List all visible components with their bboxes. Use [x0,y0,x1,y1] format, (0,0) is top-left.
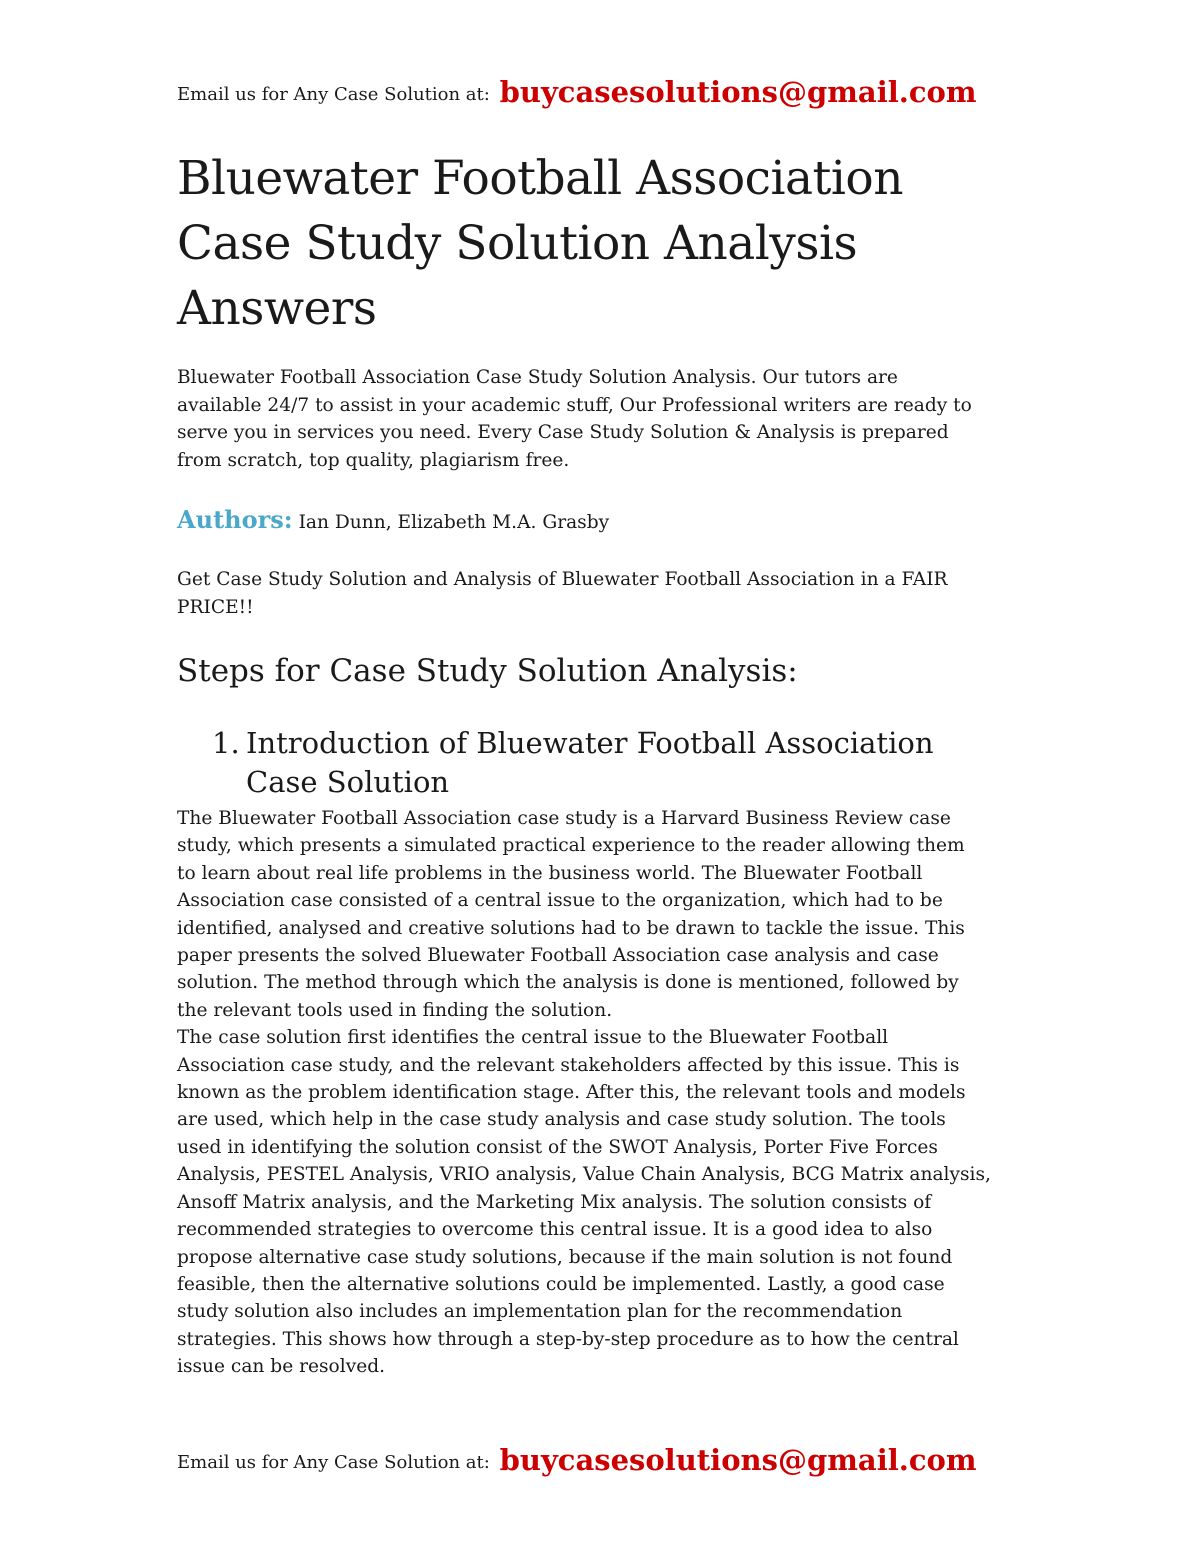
step-1-heading [212,724,992,802]
call-to-action [177,566,1007,621]
paragraph-line: known as the problem identification stage. After this, the relevant tools and models [177,1082,966,1104]
title-line-1: Bluewater Football Association [177,151,903,206]
paragraph-line: propose alternative case study solutions, because if the main solution is not found [177,1246,953,1268]
cta-line: Get Case Study Solution and Analysis of Bluewater Football Association in a FAIR [177,569,948,590]
paragraph-line: to learn about real life problems in the business world. The Bluewater Football [177,862,923,884]
email-banner-top [177,75,977,109]
paragraph-line: The case solution first identifies the central issue to the Bluewater Football [177,1027,889,1049]
authors-names: Ian Dunn, Elizabeth M.A. Grasby [298,512,610,533]
paragraph-line: paper presents the solved Bluewater Football Association case analysis and case [177,945,939,967]
intro-line: serve you in services you need. Every Case Study Solution & Analysis is prepared [177,422,949,443]
paragraph-line: study, which presents a simulated practical experience to the reader allowing them [177,835,965,857]
document-title [177,146,997,341]
email-address-link[interactable]: buycasesolutions@gmail.com [499,1443,977,1477]
step-title-line-2: Case Solution [246,765,450,799]
intro-line: from scratch, top quality, plagiarism free. [177,449,570,471]
intro-paragraph [177,364,1027,474]
title-line-2: Case Study Solution Analysis [177,216,858,271]
paragraph-1 [177,805,1027,1024]
paragraph-line: solution. The method through which the analysis is done is mentioned, followed by [177,972,959,994]
steps-heading: Steps for Case Study Solution Analysis: [177,653,798,689]
title-line-3: Answers [177,281,377,336]
email-prefix: Email us for Any Case Solution at: [177,84,490,105]
paragraph-2 [177,1024,1027,1380]
email-address-link[interactable]: buycasesolutions@gmail.com [499,75,977,109]
paragraph-line: strategies. This shows how through a step-by-step procedure as to how the central [177,1328,959,1350]
cta-line: PRICE!! [177,596,254,618]
step-title-line-1: Introduction of Bluewater Football Association [246,726,934,760]
paragraph-line: The Bluewater Football Association case study is a Harvard Business Review case [177,808,951,829]
paragraph-line: Association case study, and the relevant stakeholders affected by this issue. This is [177,1054,960,1076]
paragraph-line: Association case consisted of a central issue to the organization, which had to be [177,890,943,912]
paragraph-line: Analysis, PESTEL Analysis, VRIO analysis, Value Chain Analysis, BCG Matrix analysis, [177,1164,991,1186]
paragraph-line: study solution also includes an implementation plan for the recommendation [177,1301,903,1323]
email-banner-bottom [177,1443,977,1477]
email-prefix: Email us for Any Case Solution at: [177,1452,490,1473]
paragraph-line: the relevant tools used in finding the solution. [177,999,613,1021]
authors-line [177,505,609,538]
step-number: 1. [212,726,240,760]
paragraph-line: identified, analysed and creative solutions had to be drawn to tackle the issue. This [177,917,965,939]
paragraph-line: are used, which help in the case study analysis and case study solution. The tools [177,1109,946,1131]
paragraph-line: issue can be resolved. [177,1356,386,1378]
paragraph-line: recommended strategies to overcome this central issue. It is a good idea to also [177,1219,933,1241]
intro-line: Bluewater Football Association Case Study Solution Analysis. Our tutors are [177,367,898,388]
body-text [177,805,1027,1381]
paragraph-line: feasible, then the alternative solutions could be implemented. Lastly, a good case [177,1273,945,1295]
paragraph-line: Ansoff Matrix analysis, and the Marketing Mix analysis. The solution consists of [177,1191,932,1213]
authors-label: Authors: [177,505,293,534]
intro-line: available 24/7 to assist in your academic stuff, Our Professional writers are ready to [177,394,972,416]
paragraph-line: used in identifying the solution consist of the SWOT Analysis, Porter Five Forces [177,1136,938,1158]
